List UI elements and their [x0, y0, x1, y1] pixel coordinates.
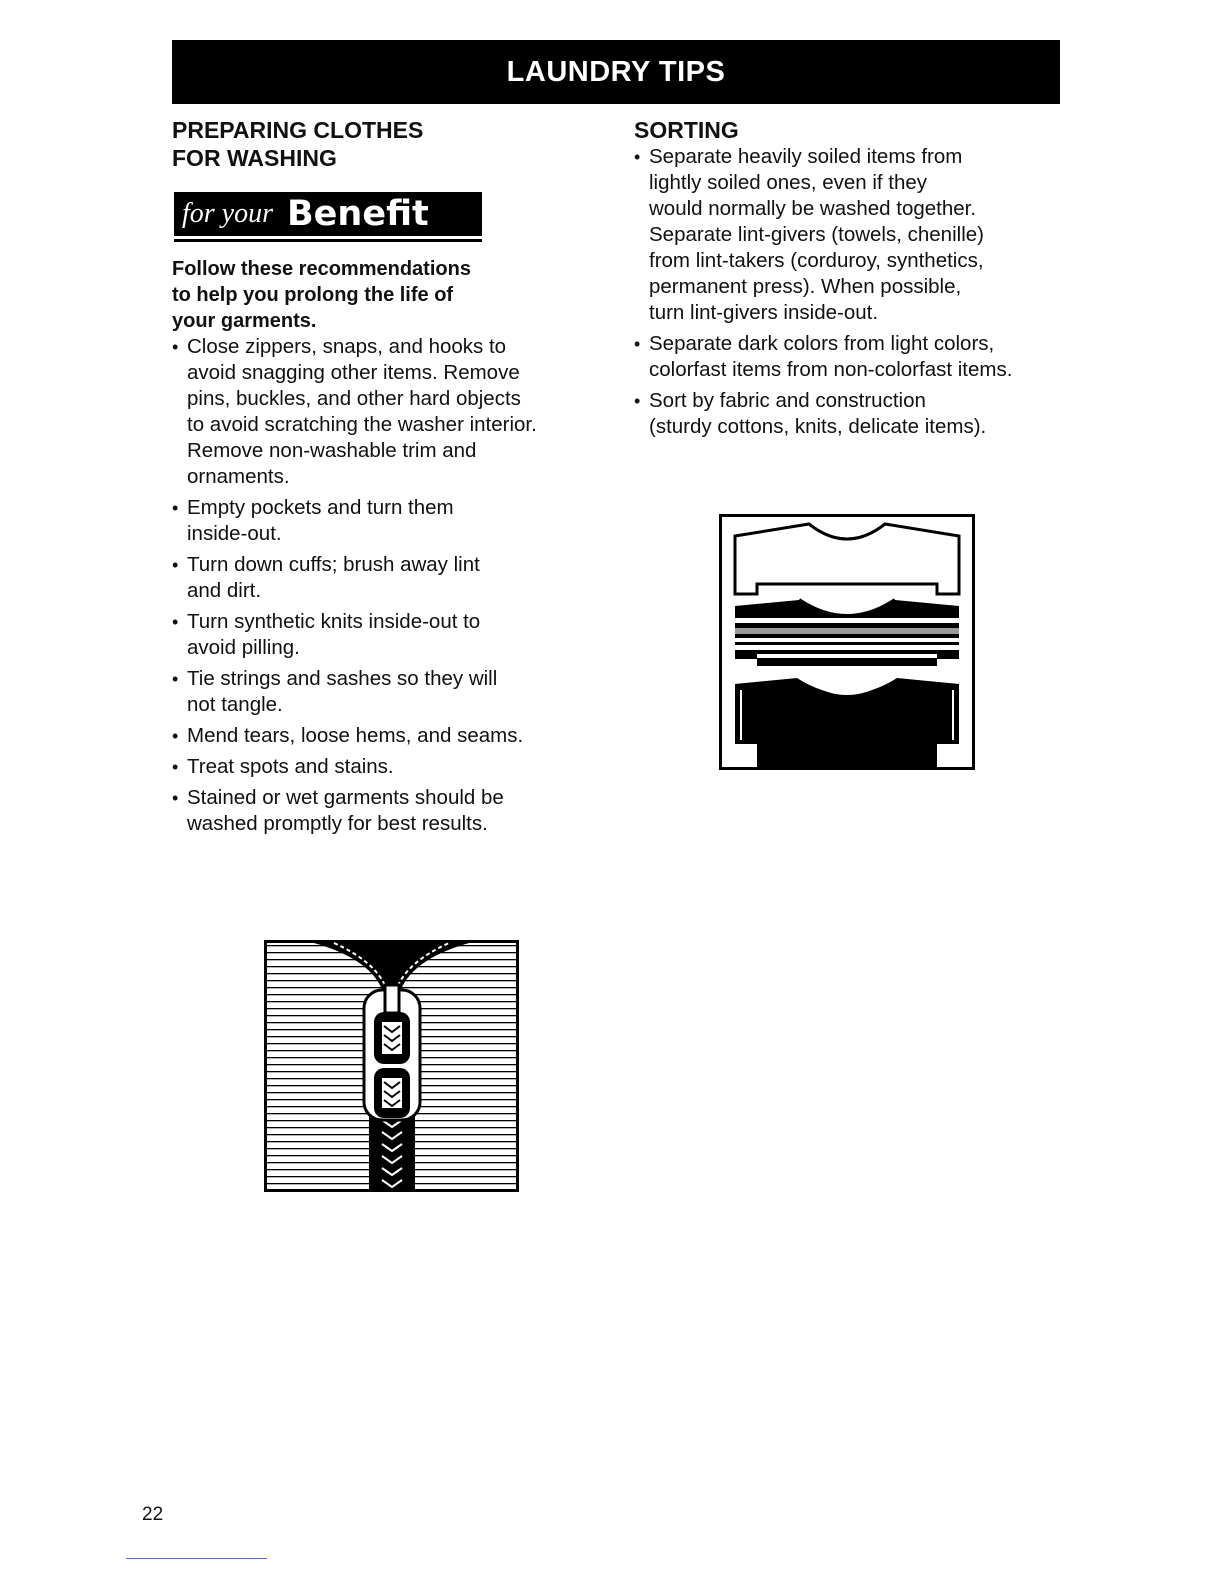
for-your-benefit-badge — [172, 192, 482, 242]
list-item: • Turn down cuffs; brush away lint and dirt. — [172, 552, 602, 604]
list-item: • Tie strings and sashes so they will not tangle. — [172, 666, 602, 718]
sorting-title: SORTING — [634, 117, 739, 143]
page-header — [172, 40, 1060, 104]
list-item: • Separate heavily soiled items from lightly soiled ones, even if they would normally be washed together. Separate lint-givers (towels, chenille) from lint-takers (corduroy, synthetics, permanent press). When possible, turn lint-givers inside-out. — [634, 144, 1074, 326]
sorted-shirts-illustration — [719, 514, 975, 770]
list-item: • Sort by fabric and construction (sturdy cottons, knits, delicate items). — [634, 388, 1074, 440]
list-item: • Turn synthetic knits inside-out to avoid pilling. — [172, 609, 602, 661]
page-number: 22 — [142, 1504, 164, 1525]
preparing-clothes-section — [172, 116, 602, 842]
preparing-clothes-title: PREPARING CLOTHES FOR WASHING — [172, 117, 424, 171]
badge-underline — [174, 239, 482, 242]
sorting-tips-list — [634, 144, 1074, 440]
list-item: • Close zippers, snaps, and hooks to avoid snagging other items. Remove pins, buckles, and other hard objects to avoid scratching the washer interior. Remove non-washable trim and ornaments. — [172, 334, 602, 490]
list-item: • Mend tears, loose hems, and seams. — [172, 723, 602, 749]
footer-rule — [126, 1558, 267, 1559]
sorting-section — [634, 116, 1074, 445]
preparing-tips-list — [172, 334, 602, 837]
badge-word-text: Benefit — [287, 194, 429, 234]
list-item: • Empty pockets and turn them inside-out. — [172, 495, 602, 547]
list-item: • Treat spots and stains. — [172, 754, 602, 780]
list-item: • Stained or wet garments should be washed promptly for best results. — [172, 785, 602, 837]
page-header-title: LAUNDRY TIPS — [506, 55, 726, 88]
intro-text: Follow these recommendations to help you prolong the life of your garments. — [172, 258, 471, 332]
zipper-illustration — [264, 940, 519, 1192]
badge-script-text: for your — [182, 198, 273, 229]
list-item: • Separate dark colors from light colors, colorfast items from non-colorfast items. — [634, 331, 1074, 383]
